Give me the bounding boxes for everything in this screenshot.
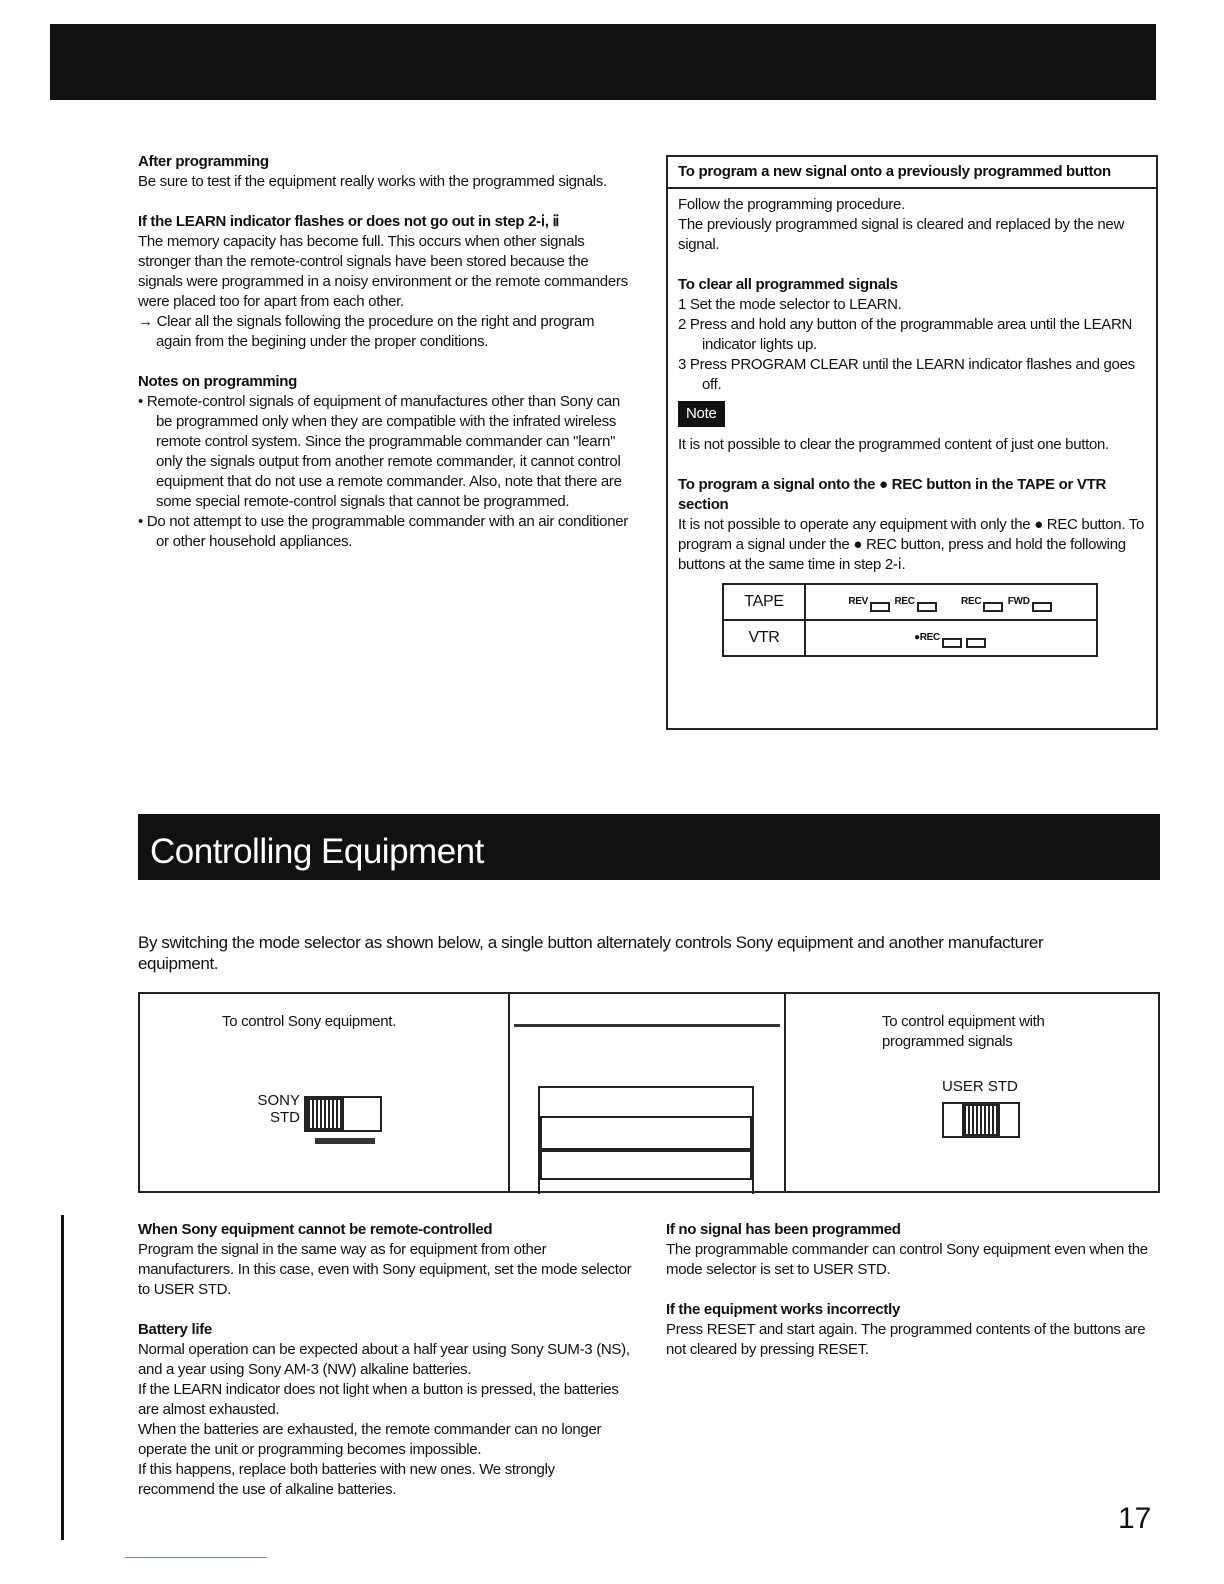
- mode-selector-diagram: [138, 992, 1160, 1193]
- left-column-top: [138, 152, 633, 552]
- section-title: Controlling Equipment: [150, 832, 484, 871]
- step: 2 Press and hold any button of the programmable area until the LEARN indicator lights up.: [678, 316, 1133, 353]
- paragraph: The memory capacity has become full. This occurs when other signals stronger than the remote-control signals have been stored because the signals were programmed in a noisy environment or the remote commanders were placed too for apart from each other.: [138, 233, 628, 310]
- bottom-right-column: [666, 1220, 1161, 1360]
- heading: If the LEARN indicator flashes or does not go out in step 2-ⅰ, ⅱ: [138, 213, 560, 230]
- paragraph: Press RESET and start again. The programmed contents of the buttons are not cleared by pressing RESET.: [666, 1321, 1146, 1358]
- list-item: • Do not attempt to use the programmable commander with an air conditioner or other household appliances.: [138, 513, 628, 550]
- heading: Notes on programming: [138, 373, 298, 390]
- step: 1 Set the mode selector to LEARN.: [678, 296, 902, 313]
- heading: To clear all programmed signals: [678, 276, 898, 293]
- mode-switch-user: [942, 1102, 1020, 1138]
- tape-buttons: REV REC REC FWD: [805, 584, 1097, 620]
- paragraph: Follow the programming procedure.: [678, 196, 905, 213]
- note-label: Note: [678, 401, 725, 427]
- heading: To program a signal onto the ● REC button in the TAPE or VTR section: [678, 476, 1106, 513]
- vtr-buttons: ●REC: [805, 620, 1097, 656]
- paragraph: It is not possible to clear the programmed content of just one button.: [678, 436, 1109, 453]
- remote-illustration: [510, 994, 786, 1191]
- paragraph: The previously programmed signal is cleared and replaced by the new signal.: [678, 216, 1124, 253]
- paragraph: When the batteries are exhausted, the remote commander can no longer operate the unit or programming becomes impossible.: [138, 1421, 602, 1458]
- caption: To control equipment with programmed signals: [882, 1013, 1045, 1050]
- user-std-label: USER STD: [942, 1078, 1018, 1095]
- vtr-label: VTR: [723, 620, 805, 656]
- heading: After programming: [138, 153, 269, 170]
- list-item: • Remote-control signals of equipment of manufactures other than Sony can be programmed only when they are compatible with the infrated wireless remote control system. Since the programmable commander can "learn" only the signals output from another remote commander, it cannot control equipment that do not use a remote commander. Also, note that there are some special remote-control signals that cannot be programmed.: [138, 393, 622, 510]
- heading: When Sony equipment cannot be remote-controlled: [138, 1221, 493, 1238]
- heading: Battery life: [138, 1321, 212, 1338]
- mode-switch-sony: [304, 1096, 382, 1132]
- intro-text: By switching the mode selector as shown below, a single button alternately controls Sony equipment and another manufacturer equipment.: [138, 933, 1044, 973]
- paragraph: → Clear all the signals following the procedure on the right and program again from the begining under the proper conditions.: [138, 313, 595, 350]
- underline-mark: [125, 1557, 267, 1558]
- step: 3 Press PROGRAM CLEAR until the LEARN indicator flashes and goes off.: [678, 356, 1135, 393]
- paragraph: Normal operation can be expected about a half year using Sony SUM-3 (NS), and a year using Sony AM-3 (NW) alkaline batteries.: [138, 1341, 630, 1378]
- rec-button-table: [722, 583, 1098, 657]
- paragraph: Program the signal in the same way as for equipment from other manufacturers. In this case, even with Sony equipment, set the mode selector to USER STD.: [138, 1241, 632, 1298]
- heading: If no signal has been programmed: [666, 1221, 901, 1238]
- header-bar: [50, 24, 1156, 100]
- heading: If the equipment works incorrectly: [666, 1301, 901, 1318]
- tape-label: TAPE: [723, 584, 805, 620]
- page-number: 17: [1118, 1502, 1152, 1535]
- margin-line: [61, 1215, 64, 1540]
- arrow-left-icon: [315, 1138, 375, 1144]
- box-heading: To program a new signal onto a previously programmed button: [668, 157, 1156, 189]
- right-info-box: [666, 155, 1158, 730]
- paragraph: It is not possible to operate any equipment with only the ● REC button. To program a signal under the ● REC button, press and hold the following buttons at the same time in step 2-ⅰ.: [678, 516, 1145, 573]
- bottom-left-column: [138, 1220, 633, 1500]
- paragraph: Be sure to test if the equipment really works with the programmed signals.: [138, 173, 607, 190]
- paragraph: The programmable commander can control Sony equipment even when the mode selector is set to USER STD.: [666, 1241, 1148, 1278]
- caption: To control Sony equipment.: [222, 1013, 396, 1030]
- paragraph: If the LEARN indicator does not light when a button is pressed, the batteries are almost exhausted.: [138, 1381, 619, 1418]
- sony-std-label: SONY STD: [257, 1092, 300, 1126]
- paragraph: If this happens, replace both batteries with new ones. We strongly recommend the use of alkaline batteries.: [138, 1461, 555, 1498]
